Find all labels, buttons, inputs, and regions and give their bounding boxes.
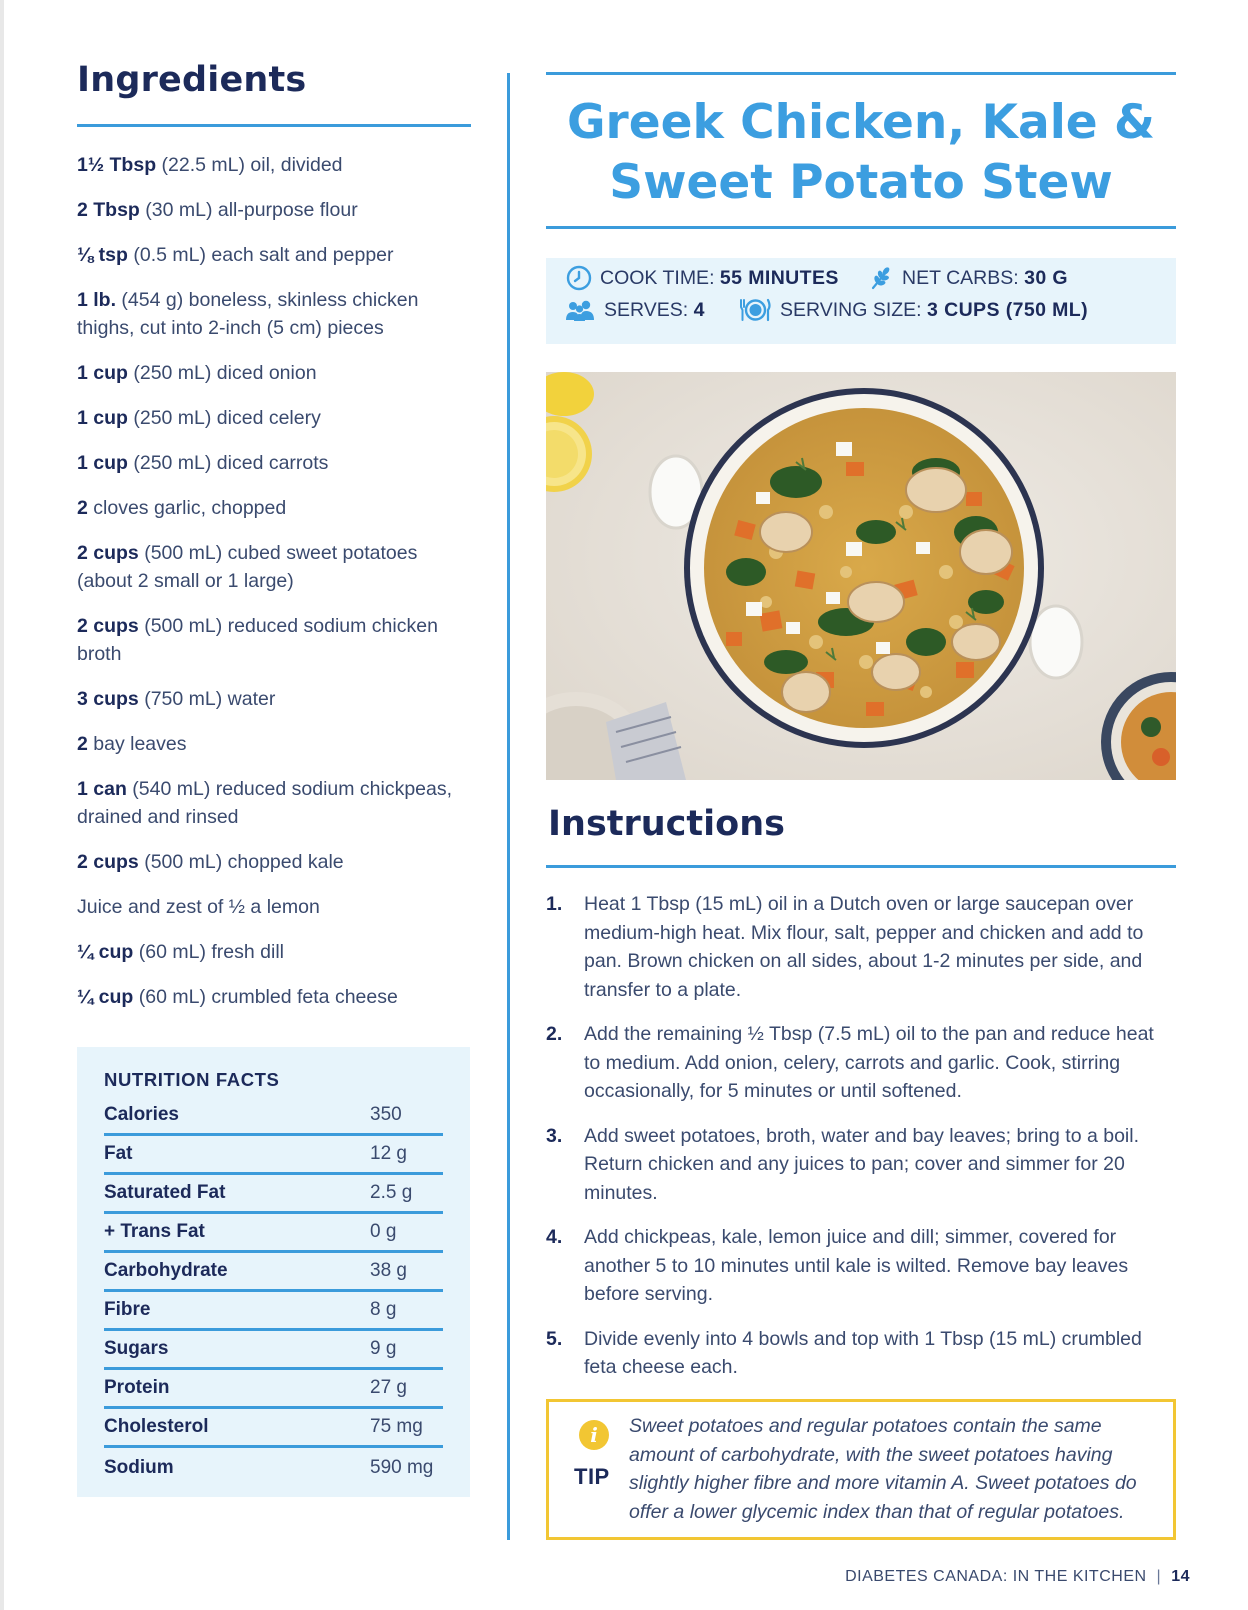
ingredient-item [77,151,469,179]
ingredient-amount: 1 cup [77,452,128,474]
page-footer [845,1568,1190,1586]
step-number: 2. [546,1023,563,1045]
nutrition-label: + Trans Fat [104,1221,205,1242]
ingredient-amount: ¼ cup [77,941,134,963]
ingredient-item [77,539,469,595]
ingredient-amount: ⅛ tsp [77,244,128,266]
ingredient-text: (250 mL) diced carrots [127,452,329,474]
tip-label: TIP [574,1464,610,1489]
ingredient-text: bay leaves [87,733,187,755]
nutrition-facts-title: NUTRITION FACTS [104,1069,280,1090]
ingredient-item [77,449,469,477]
instruction-step [546,1325,1186,1382]
ingredient-text: (0.5 mL) each salt and pepper [127,244,394,266]
instructions-list [546,890,1186,1398]
ingredient-text: (250 mL) diced celery [127,407,321,429]
ingredient-text: (250 mL) diced onion [127,362,317,384]
ingredient-text: (500 mL) reduced sodium chicken broth [77,615,438,665]
cook-time [566,265,839,291]
serves [564,297,705,323]
cook-time-value: 55 MINUTES [719,266,839,289]
ingredient-item [77,730,469,758]
nutrition-label: Sodium [104,1456,174,1478]
nutrition-row [104,1331,443,1370]
nutrition-value: 0 g [370,1221,397,1242]
nutrition-label: Saturated Fat [104,1182,226,1203]
nutrition-label: Cholesterol [104,1416,209,1437]
ingredient-item [77,359,469,387]
nutrition-row [104,1370,443,1409]
step-text: Add sweet potatoes, broth, water and bay leaves; bring to a boil. Return chicken and any juices to pan; cover and simmer for 20 minutes. [584,1124,1140,1204]
ingredients-list [77,151,469,1011]
ingredient-amount: 1 cup [77,407,128,429]
people-icon [564,297,596,323]
ingredients-rule [77,124,471,127]
instruction-step [546,890,1186,1004]
ingredient-amount: 1 cup [77,362,128,384]
info-icon: i [579,1420,609,1450]
stew-pot-illustration [546,372,1176,780]
nutrition-value: 9 g [370,1338,397,1359]
ingredient-item [77,775,469,831]
clock-icon [566,265,592,291]
nutrition-row [104,1409,443,1448]
recipe-title-line2: Sweet Potato Stew [609,155,1113,210]
recipe-title [546,93,1176,213]
ingredient-amount: 1 lb. [77,289,117,311]
footer-separator: | [1156,1568,1162,1585]
ingredients-heading: Ingredients [77,60,307,100]
instruction-step [546,1122,1186,1208]
cook-time-label: COOK TIME: [600,266,715,289]
nutrition-label: Fibre [104,1299,151,1320]
ingredient-item [77,612,469,668]
ingredient-item [77,286,469,342]
recipe-photo [546,372,1176,780]
nutrition-value: 27 g [370,1377,407,1398]
ingredient-text: cloves garlic, chopped [87,497,287,519]
serving-size-label: SERVING SIZE: [780,298,922,321]
ingredient-text: Juice and zest of ½ a lemon [77,896,320,918]
ingredient-amount: 2 cups [77,851,139,873]
nutrition-label: Carbohydrate [104,1260,228,1281]
ingredient-item [77,983,469,1011]
ingredient-text: (454 g) boneless, skinless chicken thighs, cut into 2-inch (5 cm) pieces [77,289,419,339]
recipe-info-box [546,258,1176,344]
ingredient-text: (500 mL) cubed sweet potatoes (about 2 small or 1 large) [77,542,418,592]
ingredient-item [77,241,469,269]
ingredient-item [77,893,469,921]
net-carbs-value: 30 G [1024,266,1068,289]
ingredient-text: (60 mL) fresh dill [133,941,284,963]
ingredient-item [77,848,469,876]
step-text: Heat 1 Tbsp (15 mL) oil in a Dutch oven or large saucepan over medium-high heat. Mix flour, salt, pepper and chicken and add to pan. Brown chicken on all sides, about 1-2 minutes per side, and transfer to a plate. [584,893,1144,1001]
page-edge [0,0,4,1610]
plate-icon [738,297,772,323]
ingredient-text: (60 mL) crumbled feta cheese [133,986,398,1008]
step-text: Divide evenly into 4 bowls and top with 1 Tbsp (15 mL) crumbled feta cheese each. [584,1327,1142,1378]
step-number: 4. [546,1226,563,1248]
ingredient-item [77,938,469,966]
ingredient-item [77,404,469,432]
nutrition-row [104,1175,443,1214]
ingredient-amount: 2 [77,497,88,519]
nutrition-value: 8 g [370,1299,397,1320]
nutrition-label: Calories [104,1104,179,1125]
step-number: 1. [546,893,563,915]
nutrition-facts-table [104,1097,443,1487]
nutrition-value: 12 g [370,1143,407,1164]
ingredient-text: (30 mL) all-purpose flour [139,199,358,221]
instructions-heading: Instructions [548,804,785,844]
tip-text: Sweet potatoes and regular potatoes contain the same amount of carbohydrate, with the sweet potatoes having slightly higher fibre and more vitamin A. Sweet potatoes do offer a lower glycemic index than that of regular potatoes. [629,1415,1137,1523]
title-top-rule [546,72,1176,75]
nutrition-value: 590 mg [370,1456,434,1478]
step-number: 3. [546,1124,563,1147]
ingredient-text: (540 mL) reduced sodium chickpeas, drained and rinsed [77,778,453,828]
ingredient-amount: 1½ Tbsp [77,154,157,176]
serves-label: SERVES: [604,298,689,321]
instruction-step [546,1223,1186,1309]
ingredient-text: (22.5 mL) oil, divided [156,154,343,176]
page-number: 14 [1171,1568,1190,1585]
ingredient-item [77,196,469,224]
nutrition-value: 75 mg [370,1416,423,1437]
nutrition-value: 38 g [370,1260,407,1281]
nutrition-label: Sugars [104,1338,169,1359]
ingredient-amount: 2 cups [77,542,139,564]
ingredient-amount: 1 can [77,778,127,800]
step-text: Add chickpeas, kale, lemon juice and dill; simmer, covered for another 5 to 10 minutes until kale is wilted. Remove bay leaves before serving. [584,1226,1129,1305]
nutrition-label: Fat [104,1143,133,1164]
nutrition-row [104,1097,443,1136]
ingredient-amount: 2 cups [77,615,139,637]
serves-value: 4 [693,298,705,321]
net-carbs [868,265,1068,291]
ingredient-text: (500 mL) chopped kale [138,851,344,873]
ingredient-item [77,685,469,713]
footer-publication: DIABETES CANADA: IN THE KITCHEN [845,1568,1147,1585]
ingredient-amount: ¼ cup [77,986,134,1008]
serving-size [738,297,1088,323]
step-text: Add the remaining ½ Tbsp (7.5 mL) oil to the pan and reduce heat to medium. Add onion, celery, carrots and garlic. Cook, stirring occasionally, for 5 minutes or until softened. [584,1023,1154,1102]
recipe-title-line1: Greek Chicken, Kale & [566,95,1156,150]
nutrition-row [104,1136,443,1175]
nutrition-label: Protein [104,1377,170,1398]
nutrition-value: 2.5 g [370,1182,413,1203]
ingredients-section [77,60,469,1028]
wheat-icon [868,265,894,291]
instructions-rule [546,865,1176,868]
step-number: 5. [546,1327,563,1350]
ingredient-amount: 2 Tbsp [77,199,140,221]
nutrition-row [104,1292,443,1331]
tip-box [546,1399,1176,1540]
serving-size-value: 3 CUPS (750 ML) [927,298,1088,321]
ingredient-item [77,494,469,522]
nutrition-row [104,1214,443,1253]
ingredient-text: (750 mL) water [138,688,276,710]
ingredient-amount: 2 [77,733,88,755]
ingredient-amount: 3 cups [77,688,139,710]
title-bottom-rule [546,226,1176,229]
nutrition-row [104,1253,443,1292]
column-divider [507,73,510,1540]
instruction-step [546,1020,1186,1106]
net-carbs-label: NET CARBS: [902,266,1019,289]
nutrition-facts-panel [77,1047,470,1497]
nutrition-value: 350 [370,1104,402,1125]
nutrition-row [104,1448,443,1487]
